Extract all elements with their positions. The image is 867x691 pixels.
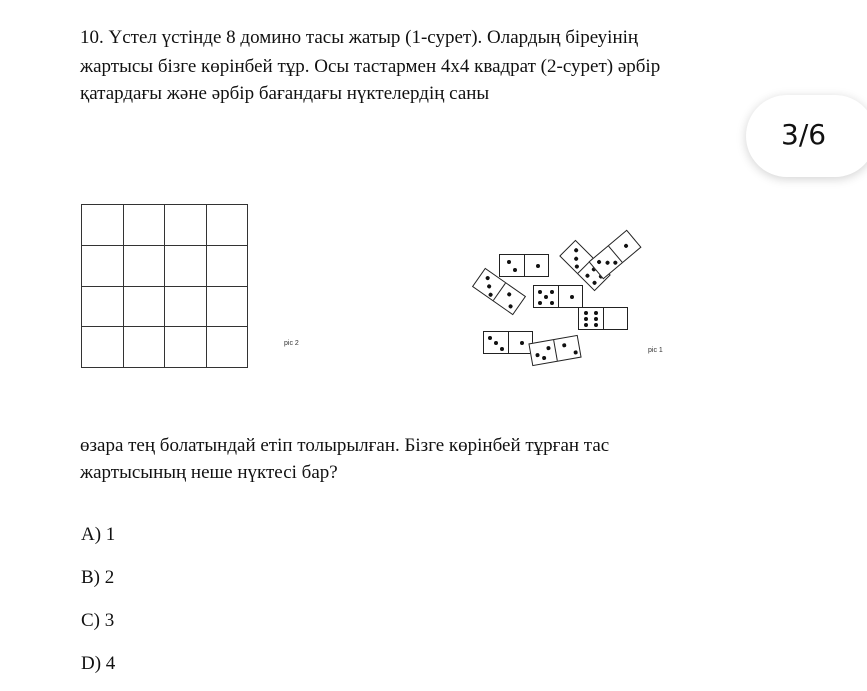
domino-tile: [588, 230, 641, 280]
question-line-4: өзара тең болатындай етіп толырылған. Бізге көрінбей тұрған тас: [80, 435, 610, 456]
pic1-label: pic 1: [648, 347, 663, 354]
option-b[interactable]: B) 2: [81, 567, 115, 588]
option-a[interactable]: A) 1: [81, 524, 116, 545]
grid-cell: [82, 205, 124, 246]
grid-cell: [165, 246, 207, 287]
grid-cell: [124, 205, 166, 246]
grid-cell: [82, 246, 124, 287]
grid-cell: [82, 327, 124, 368]
question-line-3: қатардағы және әрбір бағандағы нүктелердің саны: [80, 83, 490, 104]
figure-pic2-grid: [81, 204, 248, 368]
question-line-1: 10. Үстел үстінде 8 домино тасы жатыр (1-сурет). Олардың біреуінің: [80, 27, 639, 48]
domino-tile: [533, 285, 583, 308]
page-indicator-text: 3/6: [781, 118, 827, 151]
grid-cell: [207, 327, 249, 368]
grid-cell: [165, 205, 207, 246]
grid-cell: [82, 287, 124, 328]
question-line-5: жартысының неше нүктесі бар?: [80, 462, 338, 483]
option-c[interactable]: C) 3: [81, 610, 115, 631]
grid-cell: [207, 205, 249, 246]
question-line-2: жартысы бізге көрінбей тұр. Осы тастармен 4х4 квадрат (2-сурет) әрбір: [80, 56, 661, 77]
domino-tile: [578, 307, 628, 330]
grid-cell: [165, 287, 207, 328]
grid-cell: [207, 246, 249, 287]
grid-cell: [165, 327, 207, 368]
option-d[interactable]: D) 4: [81, 653, 116, 674]
domino-tile: [528, 335, 581, 366]
domino-tile: [483, 331, 533, 354]
grid-cell: [124, 246, 166, 287]
grid-cell: [124, 327, 166, 368]
page-indicator[interactable]: [746, 95, 867, 177]
grid-cell: [207, 287, 249, 328]
domino-tile: [499, 254, 549, 277]
grid-cell: [124, 287, 166, 328]
pic2-label: pic 2: [284, 340, 299, 347]
